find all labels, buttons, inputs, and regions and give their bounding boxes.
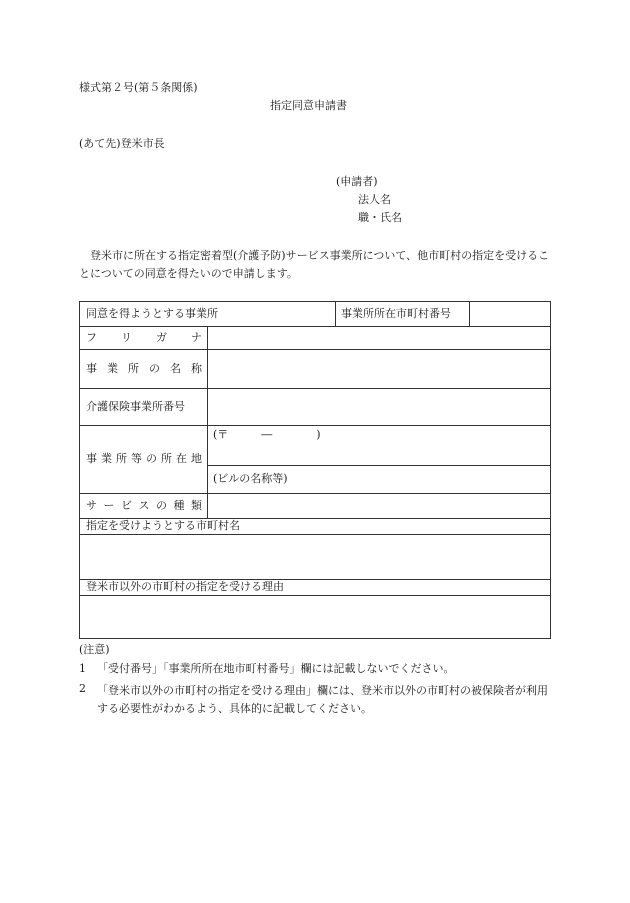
office-name-char: 所 (128, 362, 139, 375)
furigana-char: ナ (191, 331, 202, 344)
building-name-hint[interactable]: (ビルの名称等) (213, 472, 288, 485)
note-number: 2 (79, 682, 86, 695)
furigana-label (86, 331, 202, 345)
notes-heading: (注意) (79, 643, 110, 656)
address-char: 所 (116, 452, 127, 465)
table-rule (207, 465, 551, 466)
service-type-char: の (156, 499, 167, 512)
corp-name-label: 法人名 (358, 193, 391, 206)
target-municipality-label: 指定を受けようとする市町村名 (86, 519, 240, 532)
address-label (86, 452, 202, 466)
service-type-field[interactable] (208, 494, 550, 517)
table-rule (335, 301, 336, 326)
note-number: 1 (79, 662, 86, 675)
insurance-number-label: 介護保険事業所番号 (86, 400, 185, 413)
page-title: 指定同意申請書 (270, 99, 347, 112)
insurance-number-field[interactable] (208, 389, 550, 424)
address-char: 地 (191, 452, 202, 465)
service-type-label (86, 499, 202, 513)
office-name-char: の (149, 362, 160, 375)
address-char: 事 (86, 452, 97, 465)
address-char: 業 (101, 452, 112, 465)
reason-field[interactable] (80, 596, 550, 638)
office-name-char: 名 (170, 362, 181, 375)
service-type-char: ビ (121, 499, 132, 512)
table-rule (79, 425, 551, 426)
addressee: (あて先)登米市長 (79, 137, 165, 150)
furigana-char: フ (86, 331, 97, 344)
service-type-char: 種 (173, 499, 185, 512)
note-text: 「登米市以外の市町村の指定を受ける理由」欄には、登米市以外の市町村の被保険者が利用する必要性がわかるよう、具体的に記載してください。 (97, 684, 548, 715)
intro-text: 登米市に所在する指定密着型(介護予防)サービス事業所について、他市町村の指定を受けることについての同意を得たいので申請します。 (79, 249, 550, 280)
office-consent-label: 同意を得ようとする事業所 (86, 307, 218, 320)
office-name-label (86, 362, 202, 376)
furigana-field[interactable] (208, 327, 550, 348)
office-name-char: 業 (107, 362, 118, 375)
service-type-char: ー (103, 499, 115, 512)
position-name-label: 職・氏名 (358, 211, 402, 224)
service-type-char: 類 (191, 499, 202, 512)
reason-label: 登米市以外の市町村の指定を受ける理由 (86, 580, 284, 593)
municipality-number-label: 事業所所在市町村番号 (341, 307, 451, 320)
furigana-char: リ (121, 331, 132, 344)
furigana-char: ガ (156, 331, 167, 344)
address-char: の (146, 452, 157, 465)
office-name-char: 称 (191, 362, 202, 375)
target-municipality-field[interactable] (80, 535, 550, 578)
address-char: 所 (161, 452, 172, 465)
office-name-field[interactable] (208, 350, 550, 387)
address-char: 等 (131, 452, 142, 465)
municipality-number-field[interactable] (470, 302, 550, 325)
applicant-heading: (申請者) (336, 175, 378, 188)
form-number: 様式第２号(第５条関係) (79, 81, 198, 94)
note-text: 「受付番号」「事業所所在地市町村番号」欄には記載しないでください。 (97, 662, 455, 675)
service-type-char: サ (86, 499, 97, 512)
postal-code-field[interactable]: (〒 ― ) (213, 428, 321, 441)
address-char: 在 (176, 452, 187, 465)
office-name-char: 事 (86, 362, 97, 375)
service-type-char: ス (138, 499, 150, 512)
